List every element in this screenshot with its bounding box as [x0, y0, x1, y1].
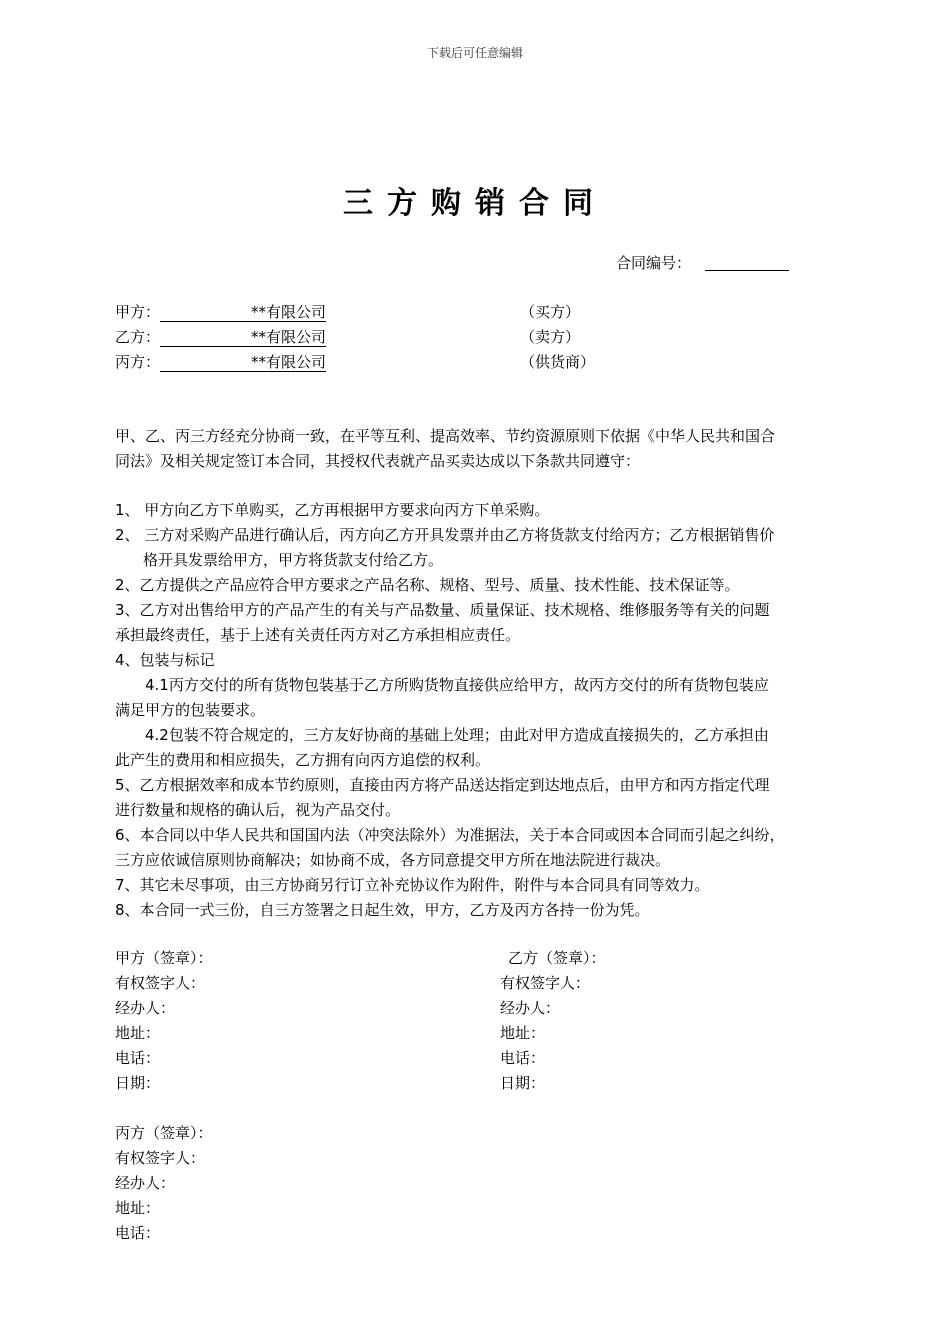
intro-line: 同法》及相关规定签订本合同，其授权代表就产品买卖达成以下条款共同遵守： [115, 452, 641, 470]
sign-c-phone: 电话： [115, 1224, 161, 1242]
sign-c-signatory: 有权签字人： [115, 1149, 206, 1167]
sign-b-seal: 乙方（签章）： [508, 949, 606, 967]
party-c-name: **有限公司 [160, 353, 326, 372]
clause-line: 格开具发票给甲方，甲方将货款支付给乙方。 [143, 551, 444, 569]
party-b-label: 乙方： [115, 328, 161, 346]
sign-b-address: 地址： [500, 1024, 546, 1042]
clause-line: 8、本合同一式三份，自三方签署之日起生效，甲方，乙方及丙方各持一份为凭。 [115, 901, 650, 919]
clause-line: 5、乙方根据效率和成本节约原则，直接由丙方将产品送达指定到达地点后，由甲方和丙方指定代理 [115, 776, 770, 794]
clause-line: 满足甲方的包装要求。 [115, 701, 266, 719]
party-b-signature-block [500, 946, 606, 1096]
clause-line: 三方应依诚信原则协商解决；如协商不成，各方同意提交甲方所在地法院进行裁决。 [115, 851, 671, 869]
party-a-role: （买方） [520, 303, 581, 321]
clause-line: 4、包装与标记 [115, 651, 215, 669]
sign-b-signatory: 有权签字人： [500, 974, 591, 992]
clause-line: 7、其它未尽事项，由三方协商另行订立补充协议作为附件，附件与本合同具有同等效力。 [115, 876, 710, 894]
party-b-name: **有限公司 [160, 328, 326, 347]
clause-line: 进行数量和规格的确认后，视为产品交付。 [115, 801, 401, 819]
sign-b-date: 日期： [500, 1074, 546, 1092]
header-note: 下载后可任意编辑 [426, 46, 523, 60]
party-a-signature-block [115, 946, 213, 1096]
clause-line: 此产生的费用和相应损失，乙方拥有向丙方追偿的权利。 [115, 751, 491, 769]
sign-b-phone: 电话： [500, 1049, 546, 1067]
intro-paragraph [115, 424, 860, 474]
sign-b-handler: 经办人： [500, 999, 561, 1017]
clause-line: 承担最终责任，基于上述有关责任丙方对乙方承担相应责任。 [115, 626, 521, 644]
clause-line: 1、 甲方向乙方下单购买，乙方再根据甲方要求向丙方下单采购。 [115, 501, 550, 519]
contract-number-label: 合同编号： [616, 254, 692, 272]
clauses [115, 498, 860, 923]
sign-a-handler: 经办人： [115, 999, 176, 1017]
clause-line: 2、 三方对采购产品进行确认后，丙方向乙方开具发票并由乙方将货款支付给丙方；乙方根据销售价 [115, 526, 775, 544]
contract-number [616, 252, 789, 273]
sign-c-handler: 经办人： [115, 1174, 176, 1192]
sign-a-date: 日期： [115, 1074, 161, 1092]
party-a-name: **有限公司 [160, 303, 326, 322]
party-a-label: 甲方： [115, 303, 161, 321]
sign-c-address: 地址： [115, 1199, 161, 1217]
contract-number-blank [705, 256, 789, 271]
intro-line: 甲、乙、丙三方经充分协商一致，在平等互利、提高效率、节约资源原则下依据《中华人民共和国合 [115, 427, 776, 445]
sign-a-phone: 电话： [115, 1049, 161, 1067]
party-a [115, 301, 326, 322]
clause-line: 3、乙方对出售给甲方的产品产生的有关与产品数量、质量保证、技术规格、维修服务等有关的问题 [115, 601, 770, 619]
party-c-signature-block [115, 1121, 213, 1246]
sign-a-address: 地址： [115, 1024, 161, 1042]
party-b-role: （卖方） [520, 328, 581, 346]
clause-line: 4.2包装不符合规定的，三方友好协商的基础上处理；由此对甲方造成直接损失的，乙方承担由 [145, 726, 769, 744]
clause-line: 6、本合同以中华人民共和国国内法（冲突法除外）为准据法，关于本合同或因本合同而引起之纠纷， [115, 826, 785, 844]
party-b [115, 326, 326, 347]
party-c [115, 351, 326, 372]
sign-c-seal: 丙方（签章）： [115, 1124, 213, 1142]
clause-line: 4.1丙方交付的所有货物包装基于乙方所购货物直接供应给甲方，故丙方交付的所有货物包装应 [145, 676, 769, 694]
sign-a-signatory: 有权签字人： [115, 974, 206, 992]
party-c-role: （供货商） [520, 353, 596, 371]
sign-a-seal: 甲方（签章）： [115, 949, 213, 967]
document-title: 三方购销合同 [343, 186, 607, 221]
party-c-label: 丙方： [115, 353, 161, 371]
clause-line: 2、乙方提供之产品应符合甲方要求之产品名称、规格、型号、质量、技术性能、技术保证等。 [115, 576, 740, 594]
